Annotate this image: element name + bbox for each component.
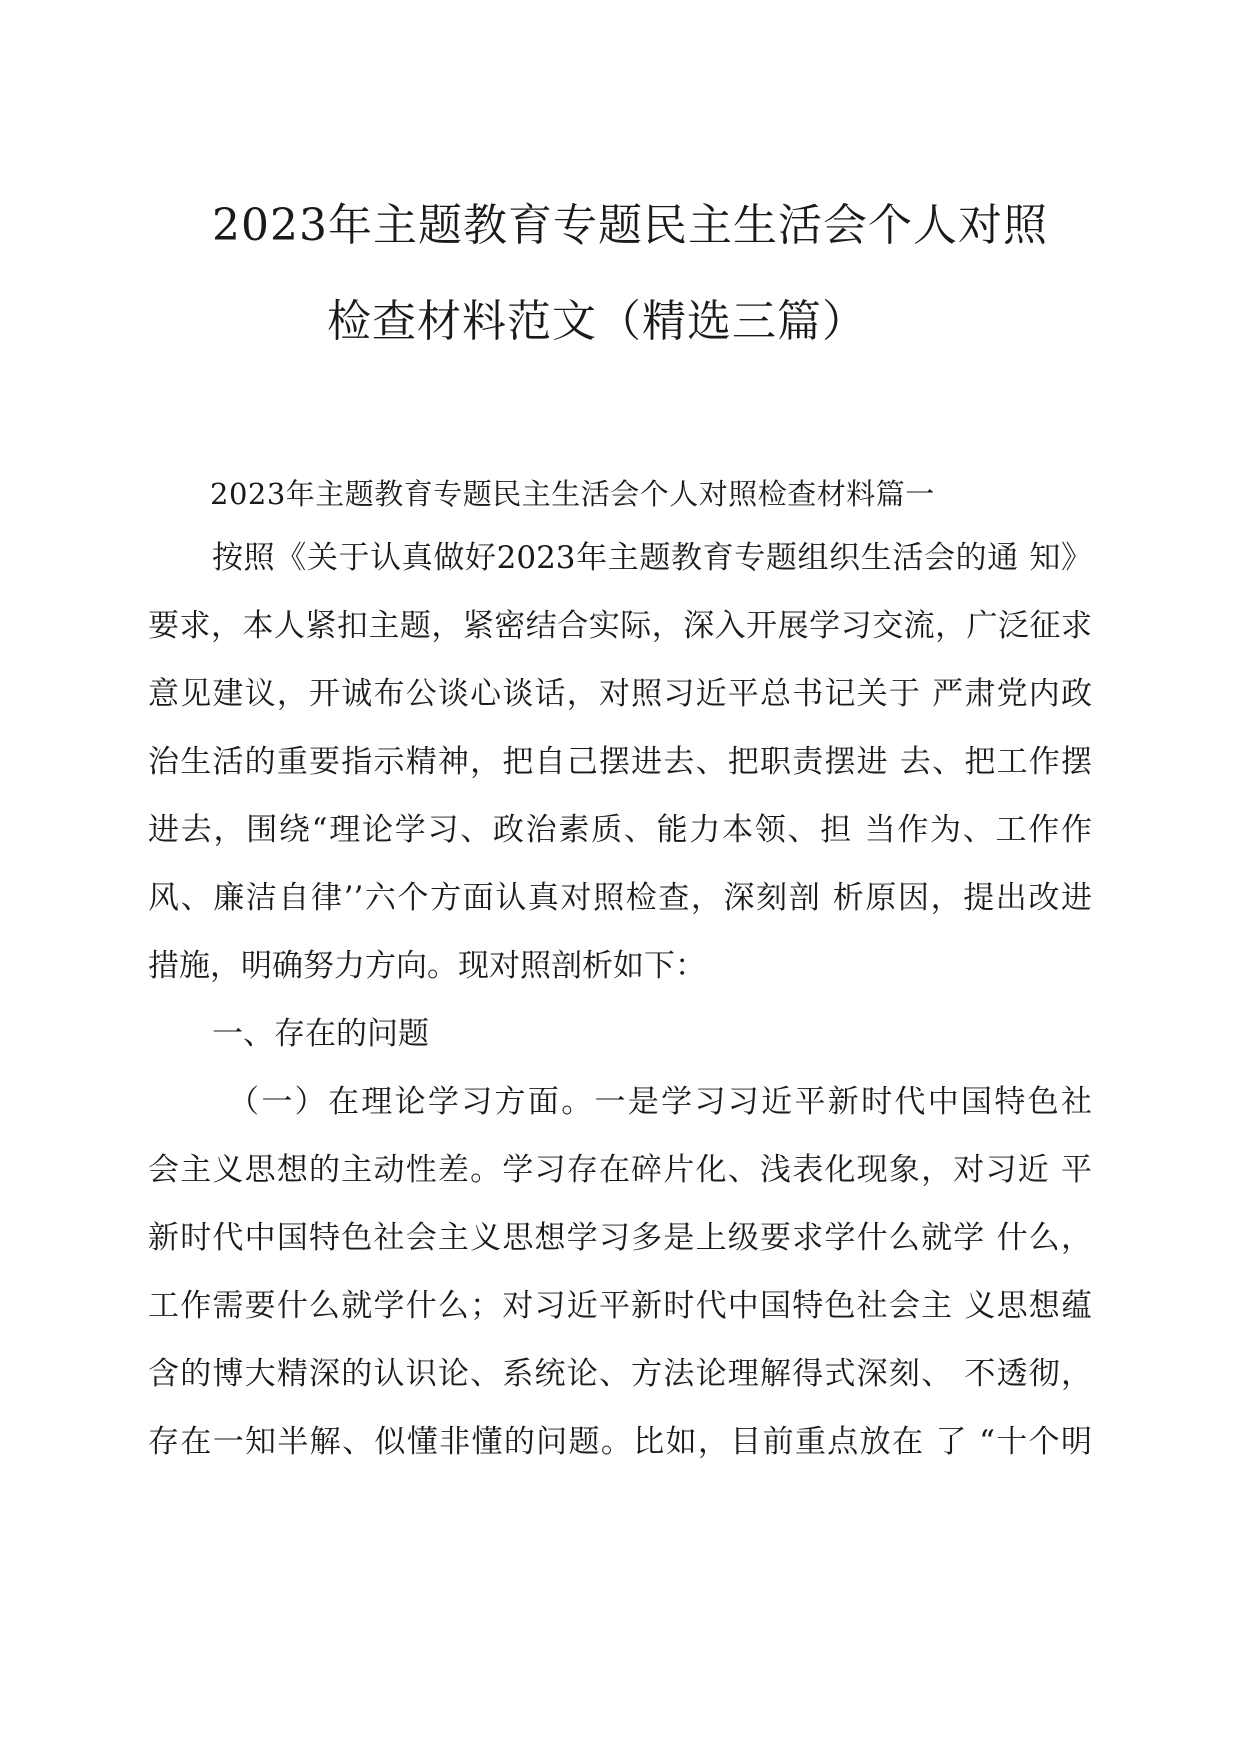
paragraph-line: 含的博大精深的认识论、系统论、方法论理解得式深刻、 不透彻， — [148, 1356, 1092, 1392]
paragraph-line: （一）在理论学习方面。一是学习习近平新时代中国特色社 — [228, 1084, 1092, 1120]
paragraph-line: 治生活的重要指示精神，把自己摆进去、把职责摆进 去、把工作摆 — [148, 744, 1092, 780]
paragraph-line: 意见建议，开诚布公谈心谈话，对照习近平总书记关于 严肃党内政 — [148, 676, 1092, 712]
paragraph-line: 会主义思想的主动性差。学习存在碎片化、浅表化现象，对习近 平 — [148, 1152, 1092, 1188]
section-title: 2023年主题教育专题民主生活会个人对照检查材料篇一 — [210, 477, 935, 511]
paragraph-line: 进去，围绕“理论学习、政治素质、能力本领、担 当作为、工作作 — [148, 812, 1092, 848]
paragraph-line: 要求，本人紧扣主题，紧密结合实际，深入开展学习交流，广泛征求 — [148, 608, 1092, 644]
paragraph-line: 新时代中国特色社会主义思想学习多是上级要求学什么就学 什么， — [148, 1220, 1092, 1256]
heading-existing-problems: 一、存在的问题 — [212, 1016, 429, 1052]
paragraph-line: 存在一知半解、似懂非懂的问题。比如，目前重点放在 了 “十个明 — [148, 1424, 1092, 1460]
paragraph-line: 按照《关于认真做好2023年主题教育专题组织生活会的通 知》 — [212, 540, 1092, 576]
paragraph-intro — [148, 540, 1092, 1495]
paragraph-line: 措施，明确努力方向。现对照剖析如下： — [148, 948, 706, 984]
paragraph-line: 风、廉洁自律’’六个方面认真对照检查，深刻剖 析原因，提出改进 — [148, 880, 1092, 916]
paragraph-line: 工作需要什么就学什么；对习近平新时代中国特色社会主 义思想蕴 — [148, 1288, 1092, 1324]
document-title-line-2: 检查材料范文（精选三篇） — [327, 296, 867, 347]
document-title-line-1: 2023年主题教育专题民主生活会个人对照 — [212, 200, 1048, 251]
